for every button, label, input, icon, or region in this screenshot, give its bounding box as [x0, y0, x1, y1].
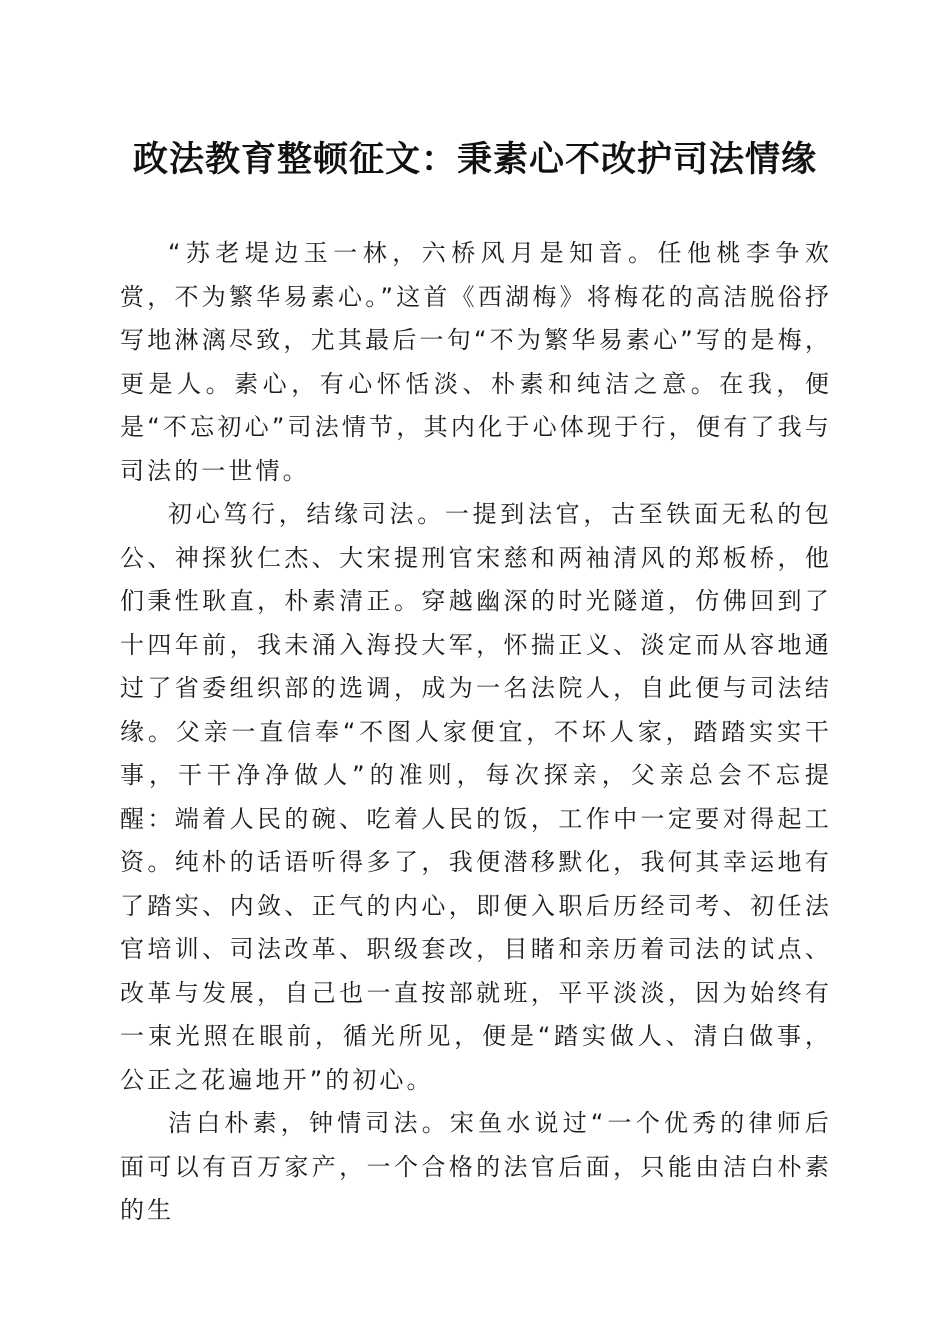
document-title: 政法教育整顿征文：秉素心不改护司法情缘	[132, 139, 817, 180]
paragraph-3: 洁白朴素，钟情司法。宋鱼水说过“一个优秀的律师后面可以有百万家产，一个合格的法官后面，只能由洁白朴素的生	[120, 1109, 832, 1224]
paragraph-2: 初心笃行，结缘司法。一提到法官，古至铁面无私的包公、神探狄仁杰、大宋提刑官宋慈和两袖清风的郑板桥，他们秉性耿直，朴素清正。穿越幽深的时光隧道，仿佛回到了十四年前，我未涌入海投大军，怀揣正义、淡定而从容地通过了省委组织部的选调，成为一名法院人，自此便与司法结缘。父亲一直信奉“不图人家便宜，不坏人家，踏踏实实干事，干干净净做人”的准则，每次探亲，父亲总会不忘提醒：端着人民的碗、吃着人民的饭，工作中一定要对得起工资。纯朴的话语听得多了，我便潜移默化，我何其幸运地有了踏实、内敛、正气的内心，即便入职后历经司考、初任法官培训、司法改革、职级套改，目睹和亲历着司法的试点、改革与发展，自己也一直按部就班，平平淡淡，因为始终有一束光照在眼前，循光所见，便是“踏实做人、清白做事，公正之花遍地开”的初心。	[120, 500, 832, 1094]
paragraph-1: “苏老堤边玉一林，六桥风月是知音。任他桃李争欢赏，不为繁华易素心。”这首《西湖梅》将梅花的高洁脱俗抒写地淋漓尽致，尤其最后一句“不为繁华易素心”写的是梅，更是人。素心，有心怀恬淡、朴素和纯洁之意。在我，便是“不忘初心”司法情节，其内化于心体现于行，便有了我与司法的一世情。	[120, 239, 832, 485]
document-body	[120, 232, 832, 1233]
